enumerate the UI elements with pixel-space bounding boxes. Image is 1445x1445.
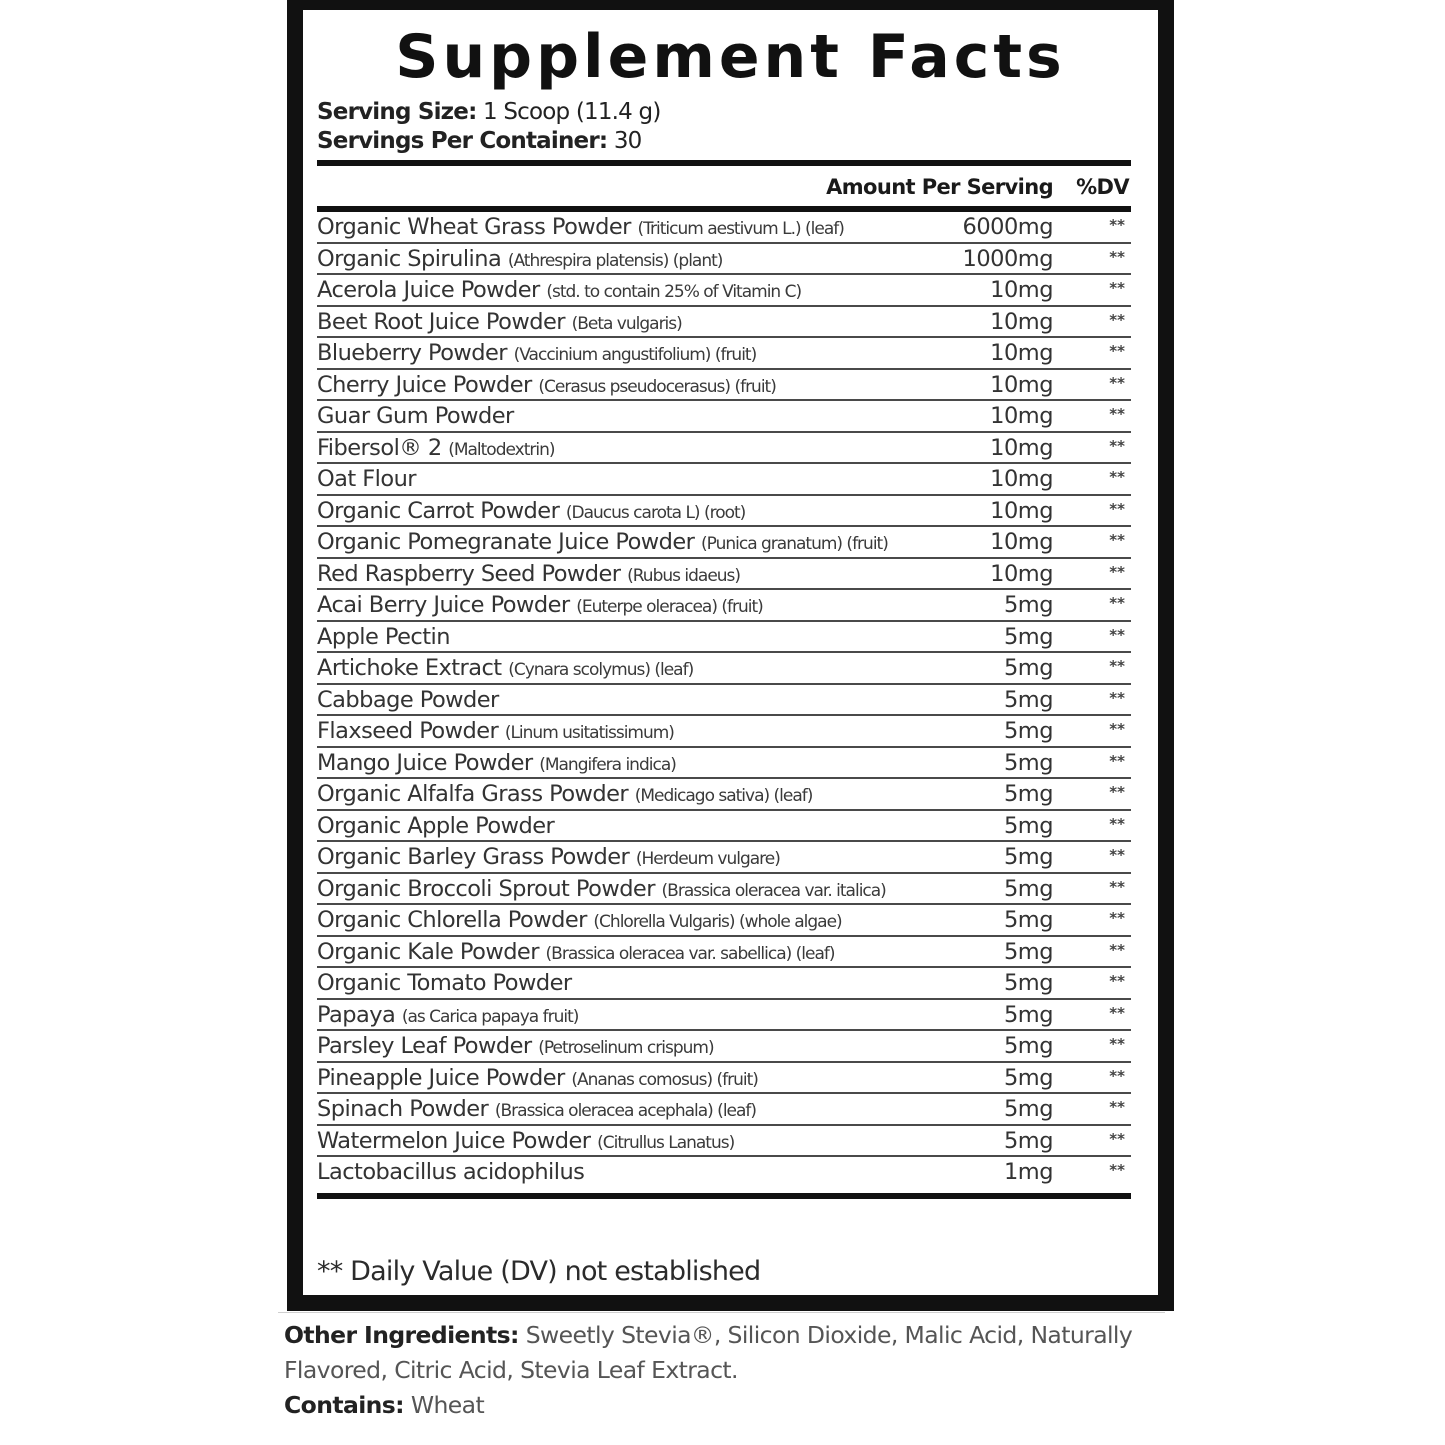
table-row (317, 244, 1131, 276)
table-row (317, 401, 1131, 433)
ingredient-name (317, 813, 554, 840)
ingredient-name (317, 939, 835, 968)
ingredient-common-name: Pineapple Juice Powder (317, 1064, 565, 1091)
ingredient-name (317, 309, 682, 338)
ingredient-dv: ** (1109, 814, 1125, 833)
ingredient-dv: ** (1109, 531, 1125, 549)
ingredient-amount: 5mg (1003, 875, 1053, 902)
ingredient-dv: ** (1109, 972, 1125, 990)
ingredient-dv: ** (1109, 216, 1125, 234)
ingredient-dv: ** (1109, 436, 1125, 455)
ingredient-amount: 5mg (1003, 1064, 1053, 1091)
ingredient-common-name: Organic Alfalfa Grass Powder (317, 781, 629, 807)
table-row (317, 842, 1131, 874)
ingredient-name (317, 750, 676, 779)
ingredient-dv: ** (1109, 247, 1125, 266)
ingredient-scientific-name: (Daucus carota L) (root) (565, 502, 746, 523)
ingredient-common-name: Spinach Powder (317, 1096, 489, 1122)
ingredient-amount: 5mg (1003, 1127, 1053, 1154)
table-row (317, 275, 1131, 307)
ingredient-common-name: Red Raspberry Seed Powder (317, 560, 621, 587)
ingredient-amount: 5mg (1003, 592, 1053, 618)
ingredient-scientific-name: (Maltodextrin) (448, 439, 555, 460)
table-row (317, 716, 1131, 748)
ingredient-name (317, 498, 745, 527)
ingredient-dv: ** (1109, 1098, 1125, 1116)
ingredient-dv: ** (1109, 625, 1125, 644)
table-row (317, 464, 1131, 496)
ingredient-dv: ** (1109, 1161, 1125, 1179)
ingredient-common-name: Flaxseed Powder (317, 718, 499, 744)
ingredient-dv: ** (1109, 720, 1125, 738)
servings-per-container-label: Servings Per Container: (317, 128, 608, 154)
table-row (317, 968, 1131, 1000)
ingredient-common-name: Apple Pectin (317, 623, 450, 650)
ingredient-name (317, 1002, 578, 1031)
table-row (317, 590, 1131, 622)
table-row (317, 1126, 1131, 1158)
ingredient-name (317, 687, 499, 714)
ingredient-name (317, 466, 416, 493)
ingredient-amount: 10mg (990, 560, 1053, 587)
ingredient-common-name: Organic Pomegranate Juice Powder (317, 529, 695, 555)
ingredient-amount: 1000mg (962, 245, 1053, 272)
ingredient-name (317, 246, 722, 275)
other-ingredients-line (284, 1318, 1174, 1388)
ingredient-name (317, 876, 886, 905)
table-row (317, 779, 1131, 811)
serving-info (317, 98, 661, 156)
divider-thick-bottom (317, 1193, 1131, 1199)
ingredient-common-name: Organic Carrot Powder (317, 497, 560, 524)
table-row (317, 307, 1131, 339)
table-row (317, 1031, 1131, 1063)
ingredient-common-name: Cabbage Powder (317, 686, 499, 713)
ingredient-dv: ** (1109, 783, 1125, 801)
ingredient-common-name: Organic Apple Powder (317, 812, 555, 839)
ingredient-common-name: Watermelon Juice Powder (317, 1127, 591, 1154)
other-ingredients-label: Other Ingredients: (284, 1321, 519, 1349)
ingredient-dv: ** (1109, 1066, 1125, 1085)
ingredient-dv: ** (1109, 499, 1125, 518)
ingredient-scientific-name: (std. to contain 25% of Vitamin C) (546, 282, 802, 302)
ingredient-name (317, 655, 693, 684)
ingredient-dv: ** (1109, 405, 1125, 423)
ingredient-amount: 5mg (1003, 623, 1053, 650)
ingredient-name (317, 340, 756, 369)
ingredient-dv: ** (1109, 688, 1125, 707)
ingredient-scientific-name: (Brassica oleracea acephala) (leaf) (494, 1101, 757, 1121)
ingredient-name (317, 529, 888, 558)
ingredient-name (317, 970, 572, 997)
ingredient-amount: 5mg (1003, 781, 1053, 807)
ingredient-scientific-name: (Euterpe oleracea) (fruit) (576, 597, 763, 617)
header-dv: %DV (1076, 175, 1129, 199)
table-row (317, 905, 1131, 937)
ingredient-scientific-name: (Ananas comosus) (fruit) (571, 1069, 758, 1090)
servings-per-container-value: 30 (613, 128, 642, 154)
ingredient-name (317, 1159, 584, 1186)
ingredient-scientific-name: (Herdeum vulgare) (635, 849, 780, 869)
ingredient-scientific-name: (Beta vulgaris) (571, 313, 682, 334)
table-row (317, 559, 1131, 591)
ingredient-common-name: Organic Chlorella Powder (317, 907, 587, 933)
supplement-facts-panel (287, 0, 1174, 1311)
ingredient-amount: 10mg (990, 340, 1053, 366)
ingredient-name (317, 277, 801, 306)
ingredient-scientific-name: (Rubus idaeus) (627, 565, 741, 586)
ingredient-amount: 5mg (1003, 655, 1053, 681)
ingredient-name (317, 1096, 756, 1125)
ingredient-scientific-name: (as Carica papaya fruit) (401, 1006, 579, 1027)
contains-value: Wheat (410, 1391, 485, 1419)
ingredient-amount: 5mg (1003, 749, 1053, 776)
ingredient-common-name: Mango Juice Powder (317, 749, 533, 776)
ingredient-common-name: Acerola Juice Powder (317, 277, 540, 303)
ingredient-scientific-name: (Mangifera indica) (539, 754, 676, 775)
ingredient-scientific-name: (Punica granatum) (fruit) (700, 534, 888, 554)
ingredient-name (317, 592, 763, 621)
contains-label: Contains: (284, 1391, 404, 1419)
table-row (317, 1063, 1131, 1095)
ingredient-scientific-name: (Petroselinum crispum) (538, 1038, 714, 1058)
ingredient-amount: 10mg (990, 529, 1053, 555)
table-row (317, 748, 1131, 780)
servings-per-container-line (317, 127, 661, 156)
ingredient-amount: 5mg (1003, 907, 1053, 933)
ingredient-amount: 10mg (990, 403, 1053, 429)
table-row (317, 622, 1131, 654)
serving-size-line (317, 98, 661, 127)
serving-size-label: Serving Size: (317, 99, 477, 125)
ingredient-amount: 10mg (990, 277, 1053, 303)
table-row (317, 685, 1131, 717)
ingredient-amount: 5mg (1003, 1033, 1053, 1059)
table-row (317, 370, 1131, 402)
ingredient-name (317, 435, 555, 464)
ingredient-scientific-name: (Citrullus Lanatus) (597, 1132, 735, 1153)
ingredient-scientific-name: (Chlorella Vulgaris) (whole algae) (593, 912, 842, 932)
ingredient-amount: 5mg (1003, 1096, 1053, 1122)
contains-line (284, 1388, 1174, 1423)
ingredient-scientific-name: (Brassica oleracea var. italica) (661, 880, 886, 901)
ingredient-dv: ** (1109, 310, 1125, 329)
ingredient-amount: 5mg (1003, 970, 1053, 996)
ingredient-amount: 10mg (990, 371, 1053, 398)
table-row (317, 433, 1131, 465)
other-ingredients (284, 1318, 1174, 1423)
ingredient-name (317, 907, 842, 936)
table-row (317, 496, 1131, 528)
ingredient-amount: 10mg (990, 497, 1053, 524)
ingredient-common-name: Organic Broccoli Sprout Powder (317, 875, 655, 902)
ingredient-dv: ** (1109, 909, 1125, 927)
table-row (317, 527, 1131, 559)
table-row (317, 1157, 1131, 1189)
ingredient-dv: ** (1109, 1035, 1125, 1053)
ingredient-scientific-name: (Medicago sativa) (leaf) (634, 786, 813, 806)
ingredient-amount: 5mg (1003, 686, 1053, 713)
ingredient-scientific-name: (Cerasus pseudocerasus) (fruit) (538, 376, 776, 397)
ingredient-common-name: Acai Berry Juice Powder (317, 592, 570, 618)
ingredient-dv: ** (1109, 1003, 1125, 1022)
ingredient-amount: 5mg (1003, 718, 1053, 744)
other-ingredients-text: Sweetly Stevia®, Silicon Dioxide, Malic Acid, Naturally Flavored, Citric Acid, Stevia Leaf Extract. (284, 1321, 1133, 1384)
ingredient-common-name: Organic Barley Grass Powder (317, 844, 630, 870)
ingredient-dv: ** (1109, 468, 1125, 486)
ingredient-common-name: Guar Gum Powder (317, 403, 514, 429)
table-row (317, 937, 1131, 969)
ingredient-name (317, 781, 812, 810)
ingredient-scientific-name: (Brassica oleracea var. sabellica) (leaf) (545, 943, 835, 964)
ingredient-name (317, 214, 844, 243)
ingredient-name (317, 1065, 758, 1094)
ingredient-dv: ** (1109, 846, 1125, 864)
ingredient-name (317, 561, 740, 590)
ingredient-common-name: Organic Spirulina (317, 245, 502, 272)
table-row (317, 338, 1131, 370)
ingredient-dv: ** (1109, 940, 1125, 959)
divider (278, 1312, 1165, 1313)
ingredient-common-name: Lactobacillus acidophilus (317, 1159, 585, 1185)
ingredient-scientific-name: (Athrespira platensis) (plant) (507, 250, 723, 271)
ingredient-common-name: Blueberry Powder (317, 340, 507, 366)
ingredient-name (317, 624, 450, 651)
ingredient-name (317, 844, 780, 873)
header-amount: Amount Per Serving (826, 175, 1053, 199)
panel-title: Supplement Facts (395, 22, 1066, 92)
ingredient-dv: ** (1109, 877, 1125, 896)
ingredient-scientific-name: (Linum usitatissimum) (504, 723, 674, 743)
table-row (317, 653, 1131, 685)
ingredient-dv: ** (1109, 751, 1125, 770)
ingredient-amount: 1mg (1003, 1159, 1053, 1185)
ingredient-name (317, 1128, 734, 1157)
ingredient-common-name: Parsley Leaf Powder (317, 1033, 532, 1059)
table-row (317, 1094, 1131, 1126)
dv-footnote: ** Daily Value (DV) not established (317, 1256, 761, 1287)
ingredient-dv: ** (1109, 279, 1125, 297)
ingredient-common-name: Artichoke Extract (317, 655, 502, 681)
ingredient-common-name: Oat Flour (317, 466, 416, 492)
ingredient-common-name: Cherry Juice Powder (317, 371, 532, 398)
ingredient-name (317, 372, 776, 401)
ingredient-dv: ** (1109, 342, 1125, 360)
ingredient-common-name: Papaya (317, 1001, 396, 1028)
ingredient-dv: ** (1109, 373, 1125, 392)
table-header (317, 166, 1131, 206)
ingredient-dv: ** (1109, 594, 1125, 612)
ingredient-scientific-name: (Triticum aestivum L.) (leaf) (637, 219, 844, 239)
ingredient-name (317, 403, 514, 430)
ingredient-dv: ** (1109, 657, 1125, 675)
ingredient-rows (317, 206, 1131, 1189)
ingredient-common-name: Beet Root Juice Powder (317, 308, 565, 335)
ingredient-amount: 6000mg (962, 214, 1053, 240)
table-row (317, 1000, 1131, 1032)
table-row (317, 212, 1131, 244)
ingredient-amount: 5mg (1003, 1001, 1053, 1028)
ingredient-amount: 10mg (990, 466, 1053, 492)
ingredient-common-name: Organic Tomato Powder (317, 970, 572, 996)
ingredient-dv: ** (1109, 1129, 1125, 1148)
ingredient-amount: 5mg (1003, 844, 1053, 870)
ingredient-common-name: Fibersol® 2 (317, 434, 442, 461)
ingredient-amount: 10mg (990, 308, 1053, 335)
ingredient-common-name: Organic Kale Powder (317, 938, 539, 965)
ingredient-amount: 5mg (1003, 938, 1053, 965)
ingredient-amount: 10mg (990, 434, 1053, 461)
table-row (317, 874, 1131, 906)
ingredient-scientific-name: (Vaccinium angustifolium) (fruit) (513, 345, 757, 365)
ingredient-name (317, 1033, 714, 1062)
facts-table (317, 160, 1131, 1199)
ingredient-dv: ** (1109, 562, 1125, 581)
table-row (317, 811, 1131, 843)
serving-size-value: 1 Scoop (11.4 g) (482, 99, 661, 125)
ingredient-common-name: Organic Wheat Grass Powder (317, 214, 631, 240)
ingredient-scientific-name: (Cynara scolymus) (leaf) (508, 660, 694, 680)
ingredient-amount: 5mg (1003, 812, 1053, 839)
ingredient-name (317, 718, 674, 747)
